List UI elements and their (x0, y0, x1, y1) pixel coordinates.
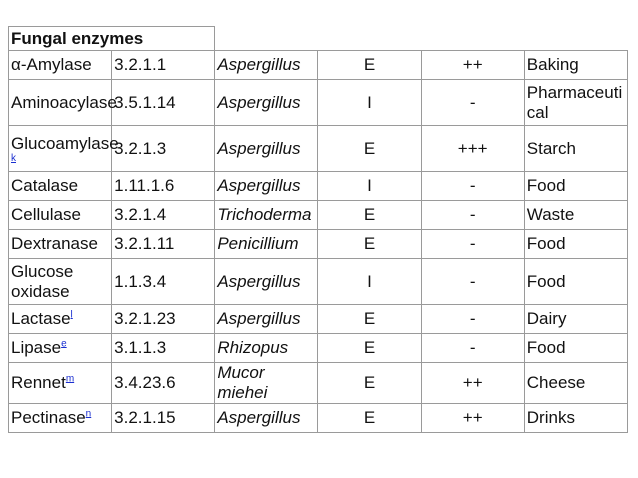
ec-value: 3.2.1.3 (114, 138, 167, 158)
source-organism-cell (215, 259, 318, 305)
use-value: Starch (526, 138, 576, 158)
source-value: Aspergillus (217, 138, 301, 158)
use-value: Dairy (526, 309, 567, 328)
type-value: E (363, 234, 376, 253)
use-cell (524, 259, 627, 305)
enzyme-name: Catalase (11, 176, 79, 195)
source-value: Trichoderma (217, 205, 312, 224)
location-type-cell (318, 404, 421, 433)
ec-value: 3.4.23.6 (114, 373, 176, 392)
ec-number-cell (112, 80, 215, 126)
use-cell (524, 230, 627, 259)
activity-cell (421, 363, 524, 404)
use-value: Food (526, 338, 566, 357)
enzyme-name-cell (9, 363, 112, 404)
ec-number-cell (112, 201, 215, 230)
source-organism-cell (215, 363, 318, 404)
source-value: Aspergillus (217, 92, 301, 112)
use-value: Baking (526, 55, 579, 74)
activity-value: - (469, 176, 476, 195)
source-organism-cell (215, 404, 318, 433)
reference-link[interactable]: l (70, 309, 73, 321)
ec-number-cell (112, 363, 215, 404)
use-value: Cheese (526, 373, 586, 392)
location-type-cell (318, 305, 421, 334)
type-value: E (363, 338, 376, 357)
type-value: E (363, 309, 376, 328)
use-cell (524, 334, 627, 363)
reference-link[interactable]: n (85, 408, 92, 420)
source-value: Aspergillus (217, 309, 301, 328)
enzyme-name-cell (9, 172, 112, 201)
source-value: Penicillium (217, 234, 299, 253)
source-value: Aspergillus (217, 271, 301, 291)
fungal-enzymes-table (8, 26, 628, 433)
enzyme-name: Pectinase (11, 408, 86, 427)
location-type-cell (318, 259, 421, 305)
enzyme-name: Lipase (11, 338, 62, 357)
fungal-enzymes-table-container (8, 26, 628, 433)
type-value: E (363, 408, 376, 427)
source-value: Aspergillus (217, 55, 301, 74)
ec-value: 3.5.1.14 (114, 92, 176, 112)
use-cell (524, 172, 627, 201)
reference-link[interactable]: k (11, 152, 16, 164)
reference-link[interactable]: m (65, 373, 75, 385)
activity-value: ++ (462, 408, 483, 427)
enzyme-name-cell (9, 201, 112, 230)
enzyme-name-cell (9, 230, 112, 259)
enzyme-name: Rennet (11, 373, 66, 392)
ec-number-cell (112, 126, 215, 172)
enzyme-name-cell (9, 126, 119, 172)
source-organism-cell (215, 334, 318, 363)
location-type-cell (318, 230, 421, 259)
ec-value: 3.2.1.4 (114, 205, 167, 224)
use-value: Food (526, 271, 566, 291)
ec-value: 3.2.1.15 (114, 408, 176, 427)
table-row (9, 363, 628, 404)
activity-value: - (469, 234, 476, 253)
location-type-cell (318, 201, 421, 230)
type-value: E (363, 55, 376, 74)
use-cell (524, 51, 627, 80)
activity-value: - (469, 205, 476, 224)
enzyme-name-cell (9, 305, 112, 334)
table-row (9, 259, 628, 305)
type-value: E (363, 205, 376, 224)
activity-value: +++ (457, 138, 488, 158)
source-value: Mucor miehei (217, 363, 268, 402)
use-value: Waste (526, 205, 575, 224)
table-row (9, 172, 628, 201)
ec-number-cell (112, 259, 215, 305)
activity-value: - (469, 338, 476, 357)
location-type-cell (318, 172, 421, 201)
source-organism-cell (215, 51, 318, 80)
ec-number-cell (112, 51, 215, 80)
activity-cell (421, 126, 524, 172)
activity-cell (421, 230, 524, 259)
source-value: Aspergillus (217, 408, 301, 427)
ec-value: 1.11.1.6 (114, 176, 175, 195)
activity-cell (421, 80, 524, 126)
source-value: Rhizopus (217, 338, 289, 357)
enzyme-name-cell (9, 404, 112, 433)
ec-value: 3.2.1.11 (114, 234, 175, 253)
table-row (9, 334, 628, 363)
enzyme-name: Glucose oxidase (11, 261, 74, 301)
header-blank (215, 27, 628, 51)
type-value: E (363, 138, 376, 158)
use-cell (524, 80, 627, 126)
enzyme-name: Dextranase (11, 234, 98, 253)
use-cell (524, 305, 627, 334)
use-value: Drinks (526, 408, 575, 427)
table-row (9, 404, 628, 433)
use-cell (524, 126, 627, 172)
enzyme-name-cell (9, 51, 112, 80)
activity-value: - (469, 271, 476, 291)
reference-link[interactable]: e (61, 338, 67, 350)
source-organism-cell (215, 230, 318, 259)
ec-value: 3.2.1.23 (114, 309, 176, 328)
enzyme-name: Glucoamylase (11, 133, 119, 153)
activity-value: - (469, 92, 476, 112)
table-row (9, 201, 628, 230)
enzyme-name: Cellulase (11, 205, 81, 224)
activity-cell (421, 201, 524, 230)
source-organism-cell (215, 126, 318, 172)
enzyme-name-cell (9, 80, 117, 126)
source-value: Aspergillus (217, 176, 301, 195)
location-type-cell (318, 51, 421, 80)
type-value: E (363, 373, 376, 392)
ec-value: 3.1.1.3 (114, 338, 167, 357)
source-organism-cell (215, 201, 318, 230)
source-organism-cell (215, 172, 318, 201)
table-row (9, 80, 628, 126)
activity-cell (421, 51, 524, 80)
table-title: Fungal enzymes (9, 27, 215, 51)
ec-number-cell (112, 230, 215, 259)
ec-number-cell (112, 172, 215, 201)
activity-value: ++ (462, 373, 483, 392)
use-value: Food (526, 176, 566, 195)
enzyme-name-cell (9, 259, 112, 305)
location-type-cell (318, 80, 421, 126)
table-header-row (9, 27, 628, 51)
type-value: I (367, 176, 372, 195)
table-row (9, 305, 628, 334)
use-cell (524, 363, 627, 404)
table-row (9, 230, 628, 259)
type-value: I (367, 271, 372, 291)
type-value: I (367, 92, 372, 112)
ec-number-cell (112, 404, 215, 433)
enzyme-name: Lactase (11, 309, 71, 328)
activity-value: - (469, 309, 476, 328)
ec-number-cell (112, 305, 215, 334)
enzyme-name: α-Amylase (11, 55, 92, 74)
activity-cell (421, 172, 524, 201)
activity-value: ++ (462, 55, 483, 74)
use-cell (524, 404, 627, 433)
use-value: Pharmaceutical (526, 82, 623, 122)
enzyme-name: Aminoacylase (11, 92, 117, 112)
activity-cell (421, 259, 524, 305)
location-type-cell (318, 363, 421, 404)
table-row (9, 51, 628, 80)
table-row (9, 126, 628, 172)
use-cell (524, 201, 627, 230)
location-type-cell (318, 126, 421, 172)
source-organism-cell (215, 305, 318, 334)
ec-value: 1.1.3.4 (114, 271, 167, 291)
use-value: Food (526, 234, 566, 253)
activity-cell (421, 334, 524, 363)
source-organism-cell (215, 80, 318, 126)
activity-cell (421, 404, 524, 433)
activity-cell (421, 305, 524, 334)
enzyme-name-cell (9, 334, 112, 363)
ec-value: 3.2.1.1 (114, 55, 167, 74)
location-type-cell (318, 334, 421, 363)
ec-number-cell (112, 334, 215, 363)
